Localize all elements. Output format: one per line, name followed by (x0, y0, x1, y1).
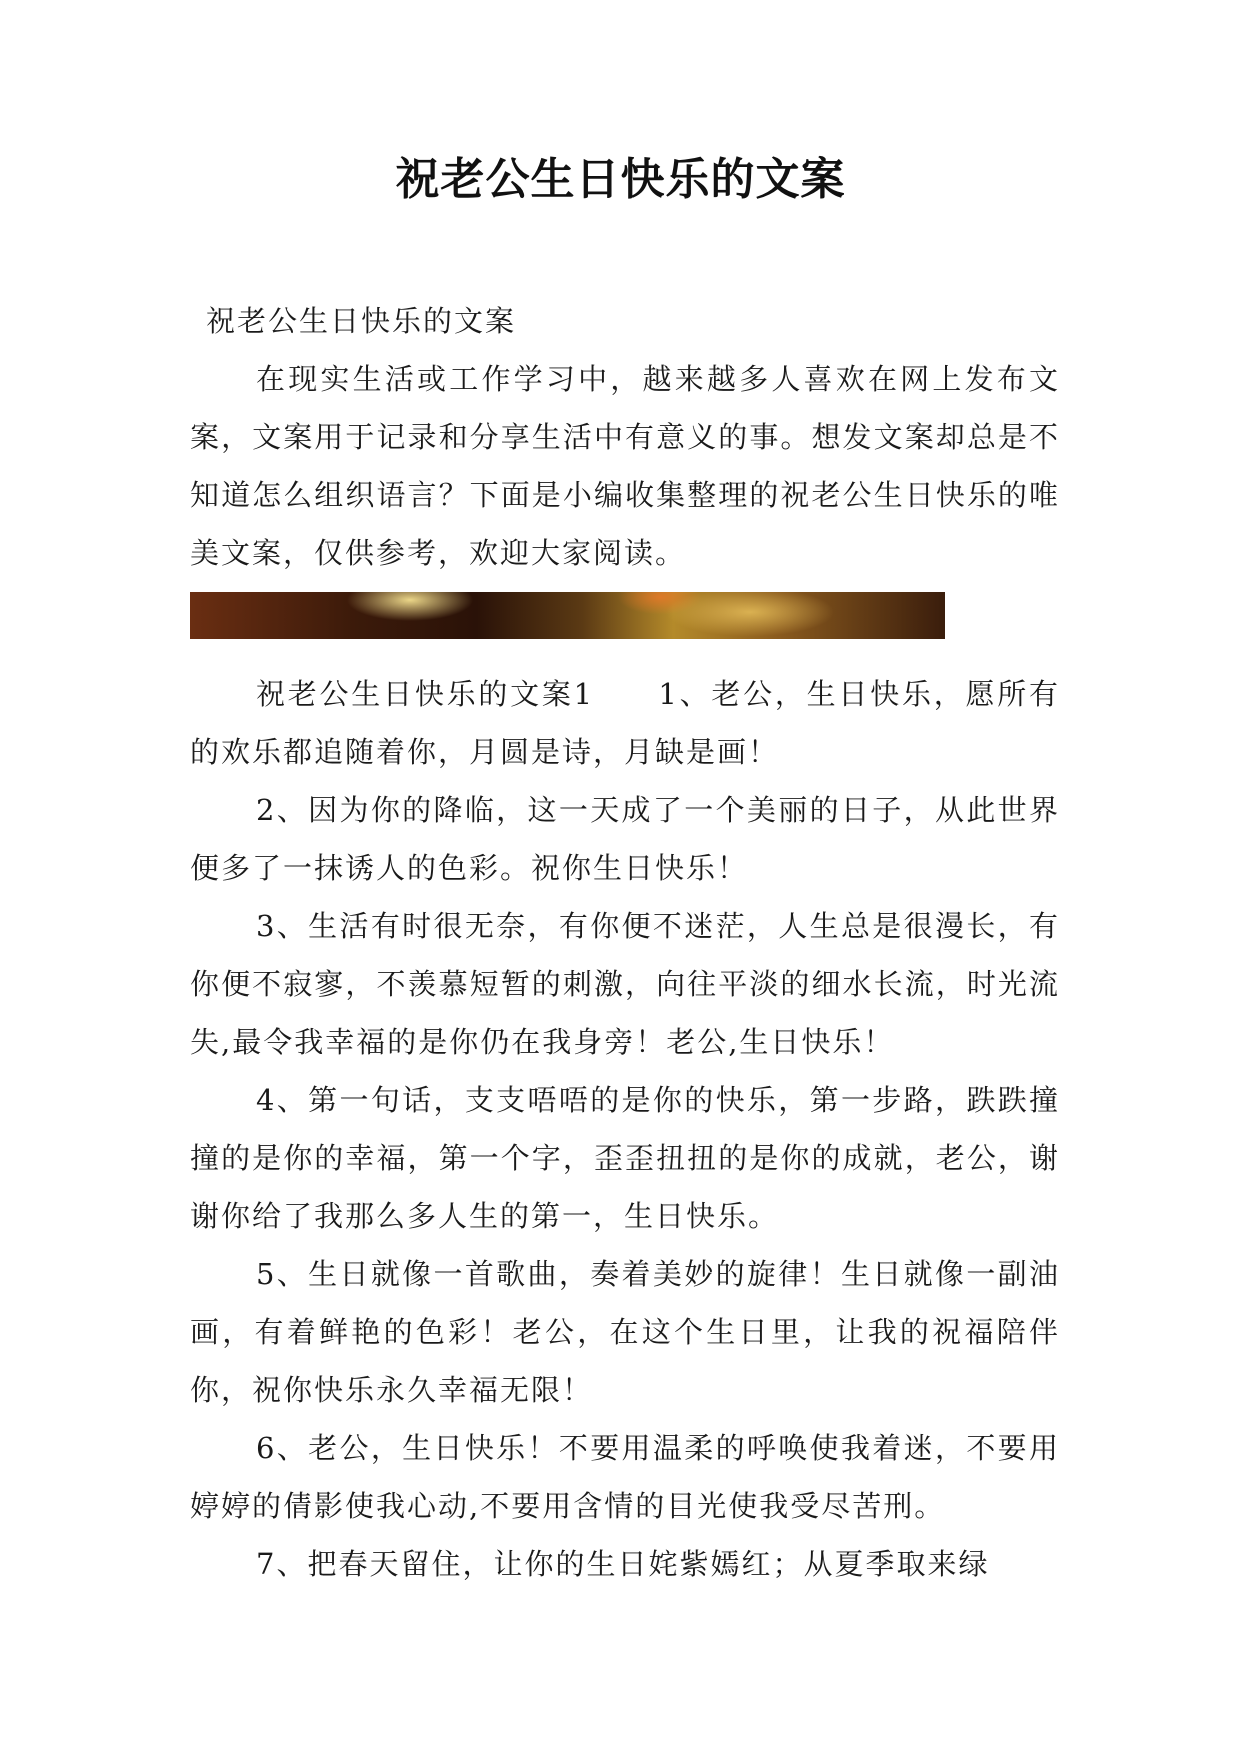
document-body (190, 292, 1060, 1593)
paragraph-2: 2、因为你的降临，这一天成了一个美丽的日子，从此世界便多了一抹诱人的色彩。祝你生日快乐！ (190, 793, 1060, 885)
paragraph-3: 3、生活有时很无奈，有你便不迷茫，人生总是很漫长，有你便不寂寥，不羡慕短暂的刺激，向往平淡的细水长流，时光流失,最令我幸福的是你仍在我身旁！老公,生日快乐！ (190, 909, 1060, 1059)
paragraph-6: 6、老公，生日快乐！不要用温柔的呼唤使我着迷，不要用婷婷的倩影使我心动,不要用含情的目光使我受尽苦刑。 (190, 1431, 1060, 1523)
paragraph-5: 5、生日就像一首歌曲，奏着美妙的旋律！生日就像一副油画，有着鲜艳的色彩！老公，在这个生日里，让我的祝福陪伴你，祝你快乐永久幸福无限！ (190, 1257, 1060, 1407)
document-title: 祝老公生日快乐的文案 (395, 154, 846, 205)
banner-image (190, 592, 945, 639)
paragraph-1: 祝老公生日快乐的文案1 1、老公，生日快乐，愿所有的欢乐都追随着你，月圆是诗，月缺是画！ (190, 677, 1060, 769)
paragraph-4: 4、第一句话，支支唔唔的是你的快乐，第一步路，跌跌撞撞的是你的幸福，第一个字，歪歪扭扭的是你的成就，老公，谢谢你给了我那么多人生的第一，生日快乐。 (190, 1083, 1060, 1233)
intro-paragraph: 在现实生活或工作学习中，越来越多人喜欢在网上发布文案，文案用于记录和分享生活中有意义的事。想发文案却总是不知道怎么组织语言？下面是小编收集整理的祝老公生日快乐的唯美文案，仅供参考，欢迎大家阅读。 (190, 362, 1060, 570)
paragraph-7: 7、把春天留住，让你的生日姹紫嫣红；从夏季取来绿 (256, 1547, 990, 1581)
document-subtitle: 祝老公生日快乐的文案 (206, 304, 517, 338)
